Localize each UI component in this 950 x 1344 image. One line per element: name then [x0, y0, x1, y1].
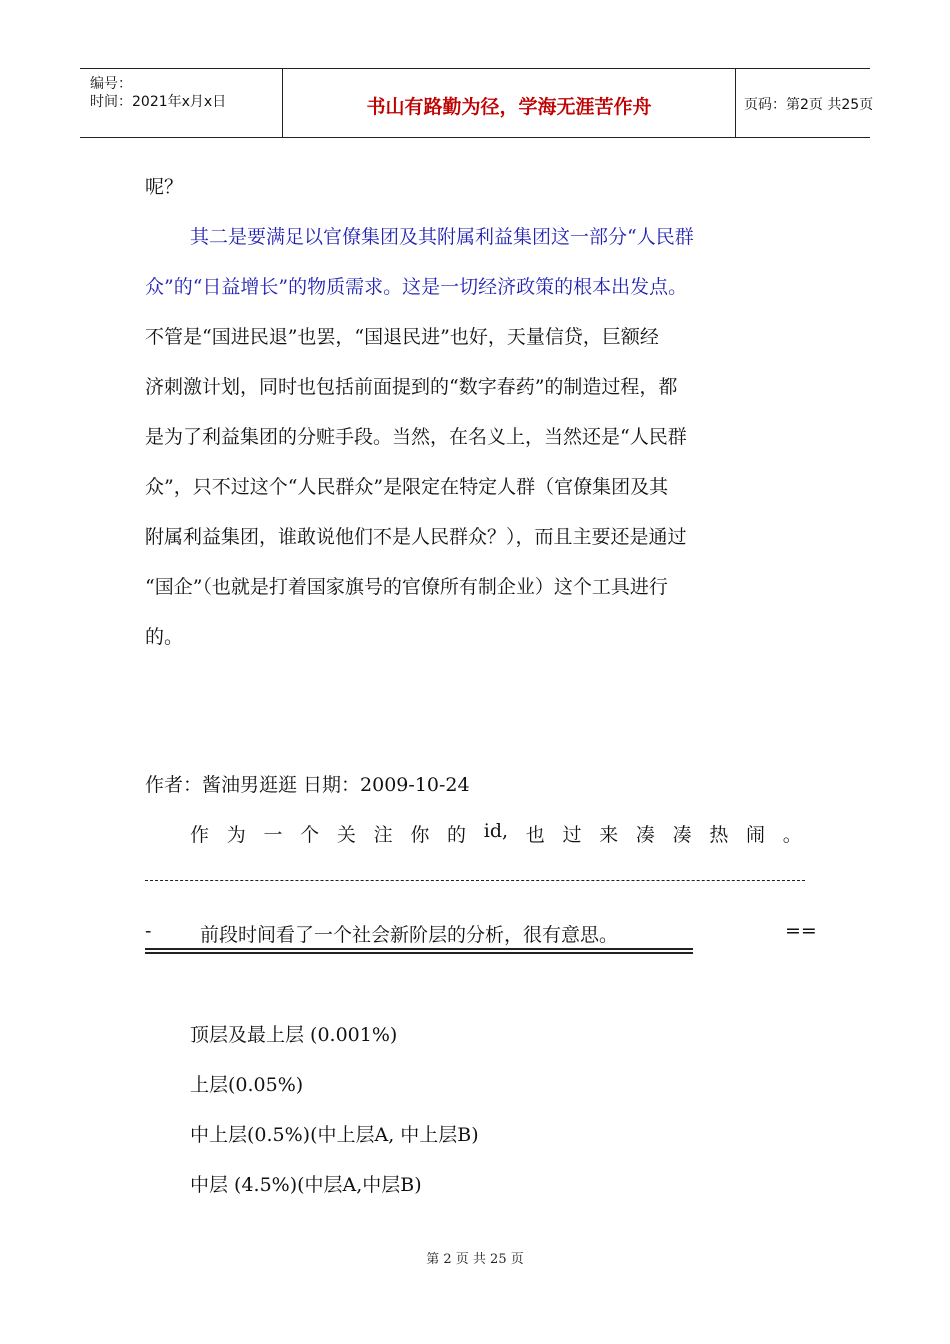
header-page-cell — [735, 69, 874, 137]
spread-word: 过 — [562, 824, 582, 846]
layer-item: 中层 (4.5%)(中层A,中层B) — [190, 1174, 422, 1196]
spread-word: 的 — [447, 824, 467, 846]
spread-word: 热 — [709, 824, 729, 846]
spread-word: 关 — [336, 824, 356, 846]
layer-item: 顶层及最上层 (0.001%) — [190, 1024, 398, 1046]
header-motto: 书山有路勤为径，学海无涯苦作舟 — [366, 96, 652, 118]
double-line-divider — [145, 948, 693, 954]
equals-marker: == — [785, 920, 817, 942]
document-number: 编号： — [90, 76, 132, 92]
spread-word: 。 — [782, 824, 802, 846]
dash-marker: - — [145, 920, 152, 942]
document-date: 时间：2021年x月x日 — [90, 94, 227, 110]
text-line: 的。 — [145, 626, 184, 648]
text-line-blue: 其二是要满足以官僚集团及其附属利益集团这一部分“人民群 — [190, 226, 694, 248]
header-page-number: 页码：第2页 共25页 — [744, 97, 874, 113]
header-motto-cell — [282, 69, 736, 137]
header-meta-cell — [80, 69, 282, 137]
text-line: 是为了利益集团的分赃手段。当然，在名义上，当然还是“人民群 — [145, 426, 687, 448]
text-line: 附属利益集团，谁敢说他们不是人民群众？），而且主要还是通过 — [145, 526, 687, 548]
spread-word: 凑 — [635, 824, 655, 846]
spread-word: 也 — [525, 824, 545, 846]
spread-word: 凑 — [672, 824, 692, 846]
spread-word: id, — [483, 820, 509, 842]
note-text: 前段时间看了一个社会新阶层的分析，很有意思。 — [200, 924, 619, 946]
text-line: “国企”（也就是打着国家旗号的官僚所有制企业）这个工具进行 — [145, 576, 668, 598]
spread-word: 一 — [263, 824, 283, 846]
spread-text-line — [190, 820, 802, 847]
spread-word: 注 — [373, 824, 393, 846]
author-date-line: 作者：酱油男逛逛 日期：2009-10-24 — [145, 774, 470, 796]
spread-word: 为 — [226, 824, 246, 846]
text-line: 不管是“国进民退”也罢，“国退民进”也好，天量信贷，巨额经 — [145, 326, 659, 348]
spread-word: 个 — [300, 824, 320, 846]
layer-item: 中上层(0.5%)(中上层A, 中上层B) — [190, 1124, 479, 1146]
text-line: 济刺激计划，同时也包括前面提到的“数字春药”的制造过程，都 — [145, 376, 678, 398]
text-line: 众”，只不过这个“人民群众”是限定在特定人群（官僚集团及其 — [145, 476, 669, 498]
spread-word: 来 — [599, 824, 619, 846]
spread-word: 闹 — [746, 824, 766, 846]
dashed-divider — [145, 880, 805, 881]
page-footer: 第 2 页 共 25 页 — [426, 1252, 524, 1267]
text-line-blue: 众”的“日益增长”的物质需求。这是一切经济政策的根本出发点。 — [145, 276, 688, 298]
spread-word: 你 — [410, 824, 430, 846]
page-header — [80, 68, 874, 138]
text-line: 呢？ — [145, 176, 184, 198]
spread-word: 作 — [190, 824, 210, 846]
layer-item: 上层(0.05%) — [190, 1074, 304, 1096]
